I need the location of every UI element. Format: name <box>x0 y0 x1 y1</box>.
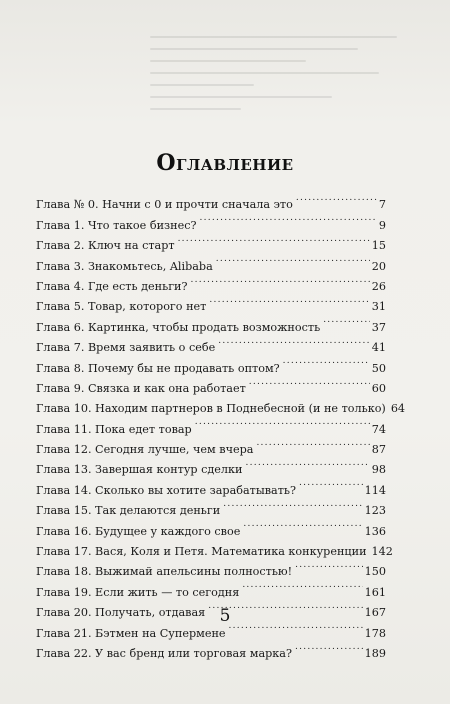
toc-entry-page: 60 <box>371 381 386 395</box>
toc-leader-dots <box>218 331 370 351</box>
toc-entry-page: 7 <box>378 198 386 212</box>
toc-entry-page: 20 <box>371 259 386 273</box>
toc-entry-title: Глава 21. Бэтмен на Супермене <box>36 626 226 640</box>
toc-entry-title: Глава 10. Находим партнеров в Поднебесной (и не только) <box>36 402 386 416</box>
toc-entry-page: 64 <box>390 402 406 416</box>
toc-leader-dots <box>216 249 370 269</box>
toc-entry-title: Глава 20. Получать, отдавая <box>36 606 206 620</box>
toc-entry-page: 15 <box>371 239 386 253</box>
toc-leader-dots <box>249 372 370 392</box>
toc-entry-page: 167 <box>364 606 386 620</box>
toc-entry-title: Глава 8. Почему бы не продавать оптом? <box>36 361 280 375</box>
toc-leader-dots <box>299 473 363 493</box>
toc-leader-dots <box>295 555 362 575</box>
toc-entry-page: 189 <box>364 646 386 660</box>
toc-entry <box>36 188 386 212</box>
toc-entry-page: 114 <box>364 483 386 497</box>
toc-entry-title: Глава 6. Картинка, чтобы продать возможность <box>36 320 321 334</box>
toc-entry-title: Глава 19. Если жить — то сегодня <box>36 585 240 599</box>
toc-entry-page: 50 <box>371 361 386 375</box>
toc-entry-page: 9 <box>378 218 386 232</box>
toc-entry-title: Глава 7. Время заявить о себе <box>36 341 216 355</box>
toc-leader-dots <box>209 290 369 310</box>
toc-entry-title: Глава 9. Связка и как она работает <box>36 381 246 395</box>
toc-entry-page: 41 <box>371 341 386 355</box>
toc-entry-title: Глава 5. Товар, которого нет <box>36 300 207 314</box>
toc-leader-dots <box>243 514 362 534</box>
toc-leader-dots <box>191 270 370 290</box>
toc-leader-dots <box>223 494 362 514</box>
toc-leader-dots <box>295 637 363 657</box>
toc-entry-page: 74 <box>371 422 386 436</box>
toc-entry-title: Глава 2. Ключ на старт <box>36 239 175 253</box>
toc-entry-title: Глава 11. Пока едет товар <box>36 422 192 436</box>
toc-entry-title: Глава № 0. Начни с 0 и прочти сначала это <box>36 198 293 212</box>
toc-leader-dots <box>256 433 369 453</box>
toc-entry-page: 37 <box>371 320 386 334</box>
toc-leader-dots <box>242 575 362 595</box>
toc-entry-page: 31 <box>371 300 386 314</box>
toc-entry-page: 161 <box>364 585 386 599</box>
toc-leader-dots <box>296 188 377 208</box>
toc-entry-title: Глава 3. Знакомьтесь, Alibaba <box>36 259 213 273</box>
toc-entry-title: Глава 18. Выжимай апельсины полностью! <box>36 565 293 579</box>
toc-entry-page: 26 <box>371 279 386 293</box>
toc-entry-page: 87 <box>371 443 386 457</box>
toc-entry-title: Глава 22. У вас бренд или торговая марка? <box>36 646 292 660</box>
toc-entry-title: Глава 14. Сколько вы хотите зарабатывать? <box>36 483 296 497</box>
toc-leader-dots <box>195 412 370 432</box>
toc-entry-page: 178 <box>364 626 386 640</box>
toc-leader-dots <box>199 208 376 228</box>
toc-entry-page: 142 <box>371 545 393 559</box>
toc-heading: Оглавление <box>156 150 294 176</box>
page-number: 5 <box>219 606 231 626</box>
toc-entry-title: Глава 16. Будущее у каждого свое <box>36 524 241 538</box>
toc-entry-page: 150 <box>364 565 386 579</box>
toc-leader-dots <box>283 351 370 371</box>
table-of-contents <box>36 188 406 660</box>
toc-entry-title: Глава 1. Что такое бизнес? <box>36 218 197 232</box>
show-through-text <box>150 36 410 146</box>
toc-entry-title: Глава 15. Так делаются деньги <box>36 504 221 518</box>
toc-leader-dots <box>178 229 370 249</box>
toc-entry-page: 123 <box>364 504 386 518</box>
toc-entry-title: Глава 12. Сегодня лучше, чем вчера <box>36 443 254 457</box>
toc-entry-title: Глава 13. Завершая контур сделки <box>36 463 243 477</box>
toc-leader-dots <box>245 453 369 473</box>
toc-entry-title: Глава 4. Где есть деньги? <box>36 279 188 293</box>
toc-entry-page: 98 <box>371 463 386 477</box>
toc-leader-dots <box>323 310 370 330</box>
toc-entry-title: Глава 17. Вася, Коля и Петя. Математика конкуренции <box>36 545 367 559</box>
toc-entry-page: 136 <box>364 524 386 538</box>
